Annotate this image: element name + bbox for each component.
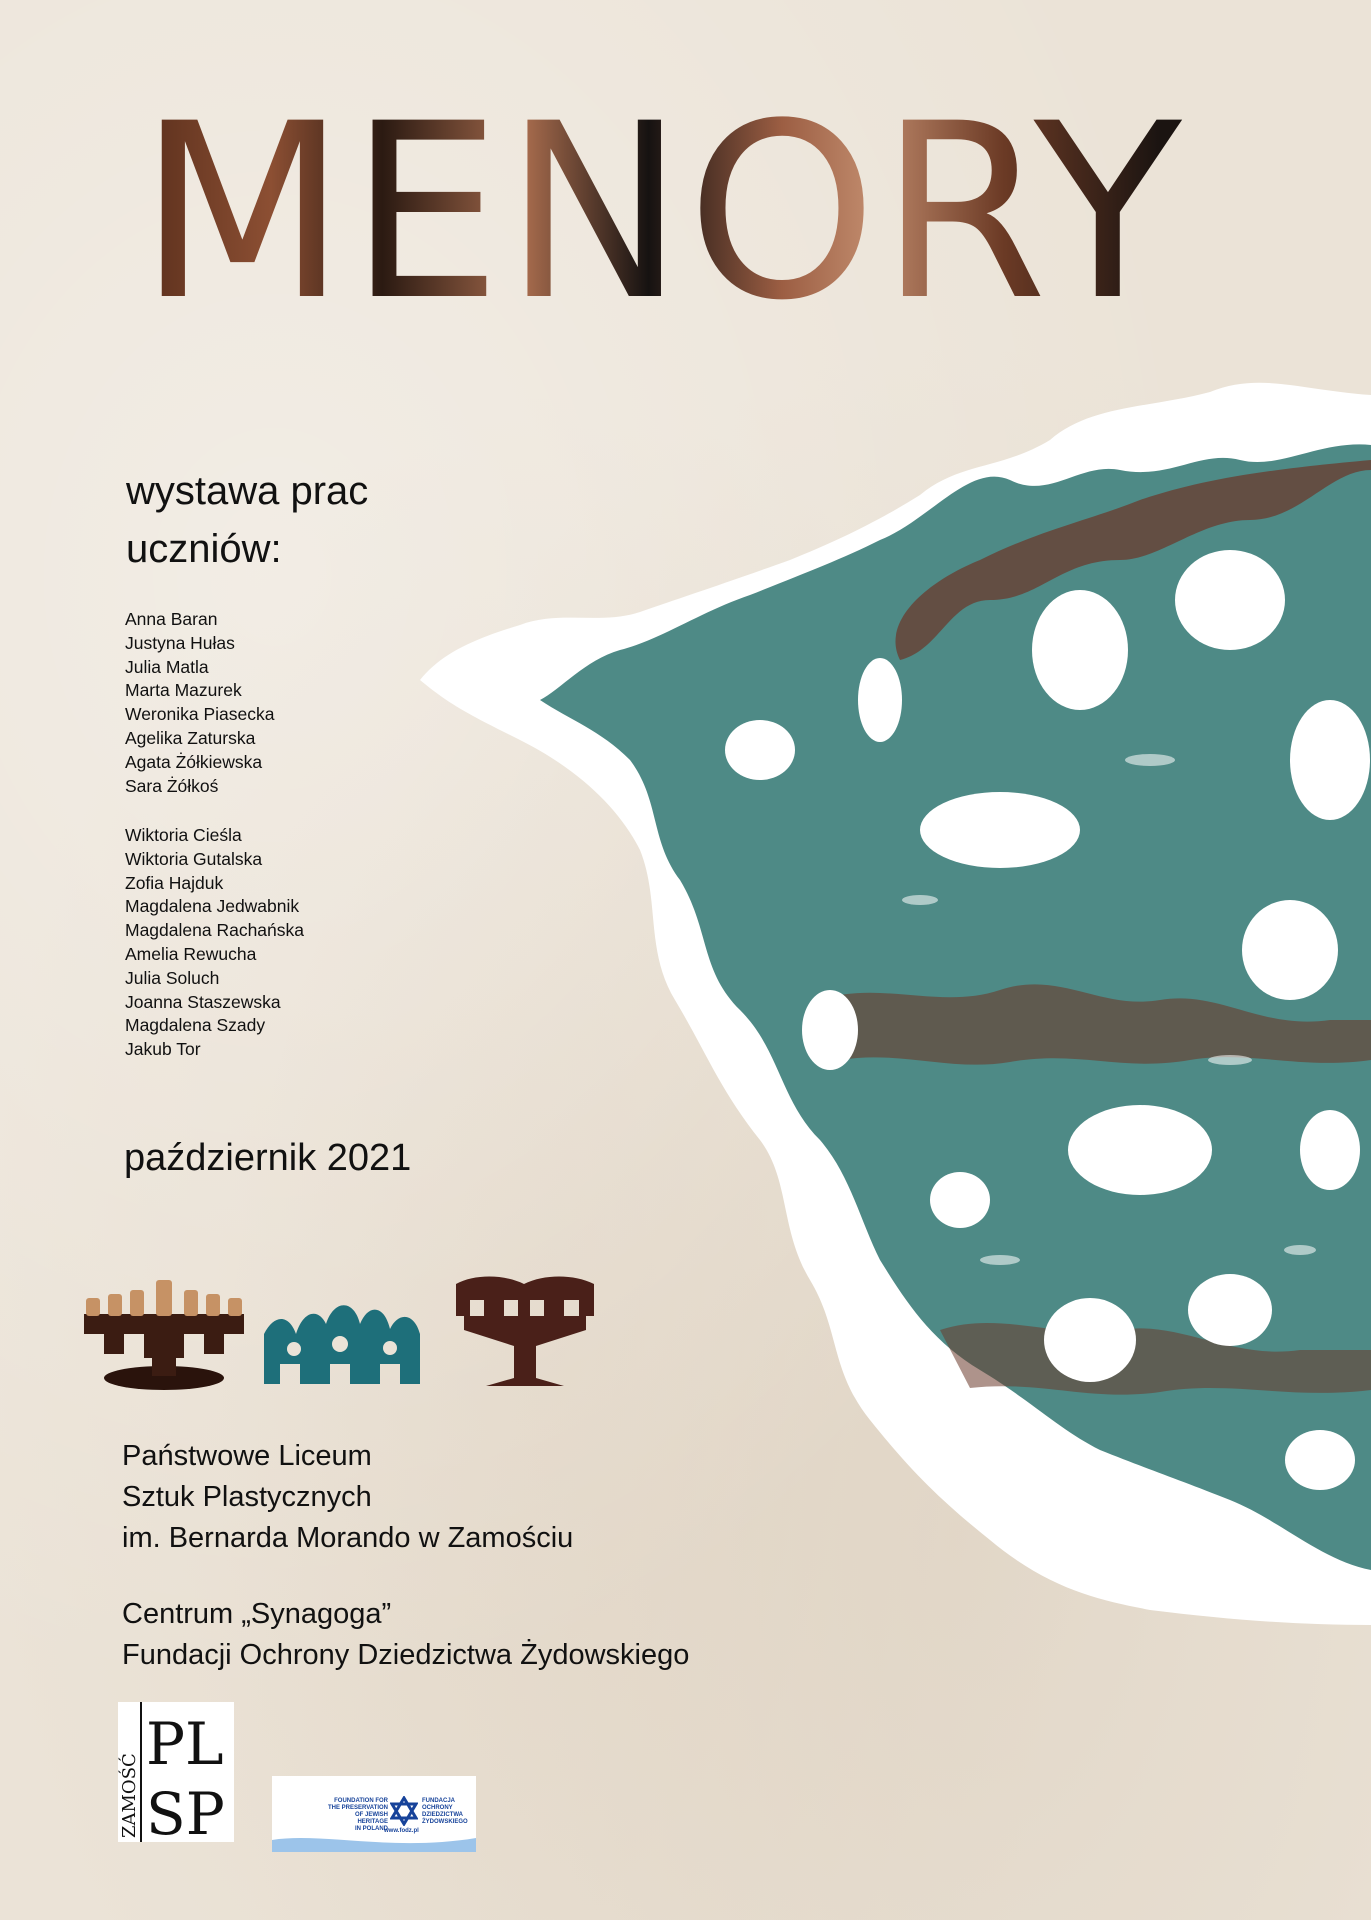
menorah-brown-with-tan-cups <box>84 1280 244 1390</box>
organizer-name <box>122 1594 689 1676</box>
student-name: Julia Matla <box>125 656 209 677</box>
student-name: Agelika Zaturska <box>125 727 256 748</box>
star-of-david-icon <box>390 1796 418 1826</box>
fodz-url: www.fodz.pl <box>384 1828 419 1834</box>
student-name: Julia Soluch <box>125 967 220 988</box>
student-name: Magdalena Szady <box>125 1015 266 1036</box>
menorah-teal <box>264 1305 420 1384</box>
school-line: Sztuk Plastycznych <box>122 1481 372 1513</box>
student-name: Wiktoria Gutalska <box>125 848 263 869</box>
subtitle-line: uczniów: <box>126 527 282 571</box>
student-list-group-1 <box>125 608 274 798</box>
student-name: Anna Baran <box>125 609 218 629</box>
exhibition-title: MENORY <box>138 88 1248 338</box>
menorah-dark-brown <box>456 1277 594 1387</box>
subtitle-line: wystawa prac <box>126 469 369 513</box>
fodz-left-text: FOUNDATION FOR THE PRESERVATION OF JEWISH HERITAGE IN POLAND <box>328 1798 389 1832</box>
plsp-monogram-top: PL <box>146 1710 224 1778</box>
school-line: im. Bernarda Morando w Zamościu <box>122 1522 574 1554</box>
student-name: Zofia Hajduk <box>125 872 224 893</box>
student-name: Marta Mazurek <box>125 680 242 701</box>
plsp-monogram-bottom: SP <box>146 1780 225 1842</box>
plsp-logo <box>118 1702 234 1842</box>
student-name: Sara Żółkoś <box>125 775 219 796</box>
fodz-wave <box>272 1830 476 1852</box>
school-line: Państwowe Liceum <box>122 1440 372 1472</box>
plsp-vertical-text: ZAMOŚĆ <box>119 1753 140 1838</box>
organizer-line: Centrum „Synagoga” <box>122 1598 392 1630</box>
menorah-thumbnails <box>74 1254 634 1394</box>
student-name: Weronika Piasecka <box>125 704 275 725</box>
school-name <box>122 1436 573 1559</box>
fodz-right-text: FUNDACJA OCHRONY DZIEDZICTWA ŻYDOWSKIEGO <box>422 1798 468 1825</box>
exhibition-date: październik 2021 <box>124 1137 412 1179</box>
student-name: Wiktoria Cieśla <box>125 825 242 845</box>
student-list-group-2 <box>125 824 304 1062</box>
organizer-line: Fundacji Ochrony Dziedzictwa Żydowskiego <box>122 1639 690 1671</box>
fodz-logo <box>272 1776 476 1852</box>
student-name: Justyna Hułas <box>125 632 235 653</box>
student-name: Magdalena Jedwabnik <box>125 896 300 917</box>
student-name: Amelia Rewucha <box>125 943 257 964</box>
student-name: Magdalena Rachańska <box>125 920 305 941</box>
student-name: Joanna Staszewska <box>125 991 281 1012</box>
student-name: Jakub Tor <box>125 1039 201 1060</box>
student-name: Agata Żółkiewska <box>125 751 263 772</box>
subtitle <box>126 462 368 578</box>
